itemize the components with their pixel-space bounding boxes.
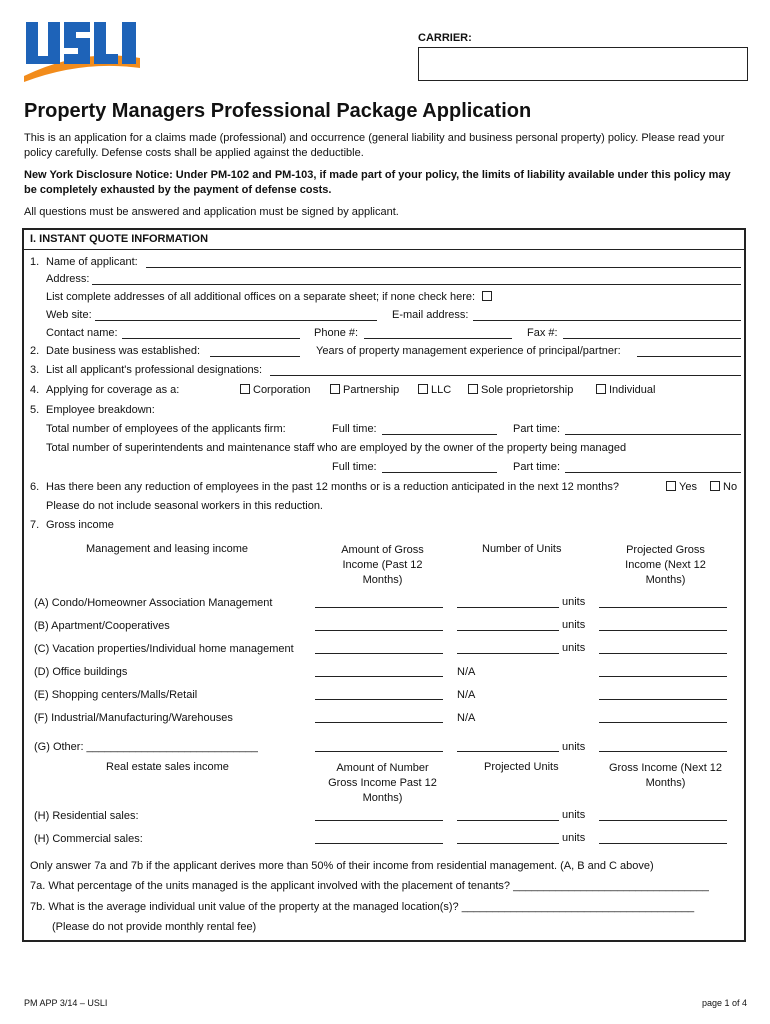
- contact-name-field[interactable]: [122, 338, 300, 339]
- units-suffix: units: [562, 619, 586, 631]
- q7b-note: (Please do not provide monthly rental fee): [52, 921, 257, 933]
- row-label: (H) Residential sales:: [34, 810, 139, 822]
- sole-proprietorship-checkbox[interactable]: [468, 384, 478, 394]
- section-divider: [23, 249, 745, 250]
- additional-offices-label: List complete addresses of all additional offices on a separate sheet; if none check here:: [46, 291, 476, 303]
- na-text: N/A: [457, 666, 476, 678]
- no-additional-offices-checkbox[interactable]: [482, 291, 492, 301]
- option-corporation[interactable]: Corporation: [240, 384, 310, 396]
- sales-header-units: Projected Units: [484, 761, 559, 773]
- amount-field[interactable]: [315, 607, 443, 608]
- units-field[interactable]: [457, 843, 559, 844]
- projected-field[interactable]: [599, 843, 727, 844]
- row-label: (F) Industrial/Manufacturing/Warehouses: [34, 712, 233, 724]
- option-no[interactable]: No: [710, 481, 737, 493]
- amount-field[interactable]: [315, 843, 443, 844]
- na-text: N/A: [457, 712, 476, 724]
- employees-part-time-field[interactable]: [565, 434, 741, 435]
- fax-field[interactable]: [563, 338, 741, 339]
- sales-header-projected: Gross Income (Next 12 Months): [608, 762, 723, 789]
- website-field[interactable]: [95, 320, 377, 321]
- amount-field[interactable]: [315, 722, 443, 723]
- row-label: (G) Other: ____________________________: [34, 741, 258, 753]
- website-label: Web site:: [46, 309, 92, 321]
- page-title: Property Managers Professional Package Application: [24, 100, 532, 122]
- amount-field[interactable]: [315, 699, 443, 700]
- fax-label: Fax #:: [527, 327, 558, 339]
- sales-header-amount: Amount of Number Gross Income Past 12 Months): [328, 762, 437, 804]
- llc-checkbox[interactable]: [418, 384, 428, 394]
- q7-note: Only answer 7a and 7b if the applicant derives more than 50% of their income from residential management. (A, B and C above): [30, 860, 654, 872]
- part-time-label: Part time:: [513, 461, 561, 473]
- years-experience-label: Years of property management experience of principal/partner:: [316, 345, 621, 357]
- units-field[interactable]: [457, 630, 559, 631]
- sales-header-label: Real estate sales income: [106, 761, 229, 773]
- partnership-checkbox[interactable]: [330, 384, 340, 394]
- q7b-question: 7b. What is the average individual unit value of the property at the managed location(s)? ______________________________________: [30, 901, 695, 913]
- units-field[interactable]: [457, 751, 559, 752]
- projected-field[interactable]: [599, 751, 727, 752]
- q6-number: 6.: [30, 481, 40, 493]
- years-experience-field[interactable]: [637, 356, 741, 357]
- units-field[interactable]: [457, 820, 559, 821]
- coverage-type-label: Applying for coverage as a:: [46, 384, 180, 396]
- amount-field[interactable]: [315, 676, 443, 677]
- applicant-name-label: Name of applicant:: [46, 256, 138, 268]
- row-label: (C) Vacation properties/Individual home management: [34, 643, 294, 655]
- amount-field[interactable]: [315, 630, 443, 631]
- full-time-label: Full time:: [332, 423, 377, 435]
- q5-number: 5.: [30, 404, 40, 416]
- carrier-field[interactable]: [418, 47, 748, 81]
- address-field[interactable]: [92, 284, 741, 285]
- all-questions-note: All questions must be answered and application must be signed by applicant.: [24, 206, 399, 218]
- option-yes[interactable]: Yes: [666, 481, 697, 493]
- intro-text: This is an application for a claims made (professional) and occurrence (general liability and business personal property) policy. Please read your policy carefully. Defense costs shall be applied against the deductible.: [24, 132, 725, 159]
- amount-field[interactable]: [315, 751, 443, 752]
- amount-field[interactable]: [315, 653, 443, 654]
- q2-number: 2.: [30, 345, 40, 357]
- option-partnership[interactable]: Partnership: [330, 384, 399, 396]
- employee-reduction-question: Has there been any reduction of employees in the past 12 months or is a reduction anticipated in the next 12 months?: [46, 481, 619, 493]
- usli-logo: [22, 18, 142, 84]
- projected-field[interactable]: [599, 722, 727, 723]
- row-label: (E) Shopping centers/Malls/Retail: [34, 689, 198, 701]
- section-title: I. INSTANT QUOTE INFORMATION: [30, 233, 209, 245]
- email-field[interactable]: [473, 320, 741, 321]
- projected-field[interactable]: [599, 607, 727, 608]
- units-field[interactable]: [457, 607, 559, 608]
- column-header-projected: Projected Gross Income (Next 12 Months): [625, 544, 706, 586]
- units-suffix: units: [562, 741, 586, 753]
- option-sole-proprietorship[interactable]: Sole proprietorship: [468, 384, 573, 396]
- seasonal-note: Please do not include seasonal workers in this reduction.: [46, 500, 323, 512]
- q4-number: 4.: [30, 384, 40, 396]
- gross-income-label: Gross income: [46, 519, 114, 531]
- units-suffix: units: [562, 596, 586, 608]
- part-time-label: Part time:: [513, 423, 561, 435]
- date-established-label: Date business was established:: [46, 345, 201, 357]
- units-field[interactable]: [457, 653, 559, 654]
- q7-number: 7.: [30, 519, 40, 531]
- column-header-mgmt: Management and leasing income: [86, 543, 249, 555]
- employee-breakdown-label: Employee breakdown:: [46, 404, 155, 416]
- date-established-field[interactable]: [210, 356, 300, 357]
- corporation-checkbox[interactable]: [240, 384, 250, 394]
- units-suffix: units: [562, 832, 586, 844]
- additional-offices-row: [46, 291, 495, 303]
- employees-full-time-field[interactable]: [382, 434, 497, 435]
- q3-number: 3.: [30, 364, 40, 376]
- projected-field[interactable]: [599, 676, 727, 677]
- superintendents-label: Total number of superintendents and maintenance staff who are employed by the owner of the property being managed: [46, 442, 627, 454]
- row-label: (B) Apartment/Cooperatives: [34, 620, 170, 632]
- contact-name-label: Contact name:: [46, 327, 118, 339]
- option-individual[interactable]: Individual: [596, 384, 655, 396]
- q7a-question: 7a. What percentage of the units managed is the applicant involved with the placement of tenants? ________________________________: [30, 880, 709, 892]
- page-number: page 1 of 4: [702, 998, 748, 1008]
- row-label: (H) Commercial sales:: [34, 833, 143, 845]
- staff-full-time-field[interactable]: [382, 472, 497, 473]
- projected-field[interactable]: [599, 653, 727, 654]
- projected-field[interactable]: [599, 820, 727, 821]
- column-header-units: Number of Units: [482, 543, 562, 555]
- email-label: E-mail address:: [392, 309, 469, 321]
- units-suffix: units: [562, 809, 586, 821]
- individual-checkbox[interactable]: [596, 384, 606, 394]
- row-label: (A) Condo/Homeowner Association Management: [34, 597, 273, 609]
- option-llc[interactable]: LLC: [418, 384, 451, 396]
- projected-field[interactable]: [599, 699, 727, 700]
- amount-field[interactable]: [315, 820, 443, 821]
- designations-label: List all applicant's professional designations:: [46, 364, 263, 376]
- designations-field[interactable]: [270, 375, 741, 376]
- total-employees-label: Total number of employees of the applicants firm:: [46, 423, 286, 435]
- units-suffix: units: [562, 642, 586, 654]
- phone-field[interactable]: [364, 338, 512, 339]
- row-label: (D) Office buildings: [34, 666, 128, 678]
- applicant-name-field[interactable]: [146, 267, 741, 268]
- carrier-label: CARRIER:: [418, 32, 472, 44]
- ny-disclosure-notice: New York Disclosure Notice: Under PM-102 and PM-103, if made part of your policy, the limits of liability available under this policy may be completely exhausted by the payment of defense costs.: [24, 169, 731, 196]
- column-header-amount: Amount of Gross Income (Past 12 Months): [341, 544, 424, 586]
- no-checkbox[interactable]: [710, 481, 720, 491]
- address-label: Address:: [46, 273, 90, 285]
- full-time-label: Full time:: [332, 461, 377, 473]
- q1-number: 1.: [30, 256, 40, 268]
- yes-checkbox[interactable]: [666, 481, 676, 491]
- form-id: PM APP 3/14 – USLI: [24, 998, 108, 1008]
- phone-label: Phone #:: [314, 327, 359, 339]
- na-text: N/A: [457, 689, 476, 701]
- staff-part-time-field[interactable]: [565, 472, 741, 473]
- projected-field[interactable]: [599, 630, 727, 631]
